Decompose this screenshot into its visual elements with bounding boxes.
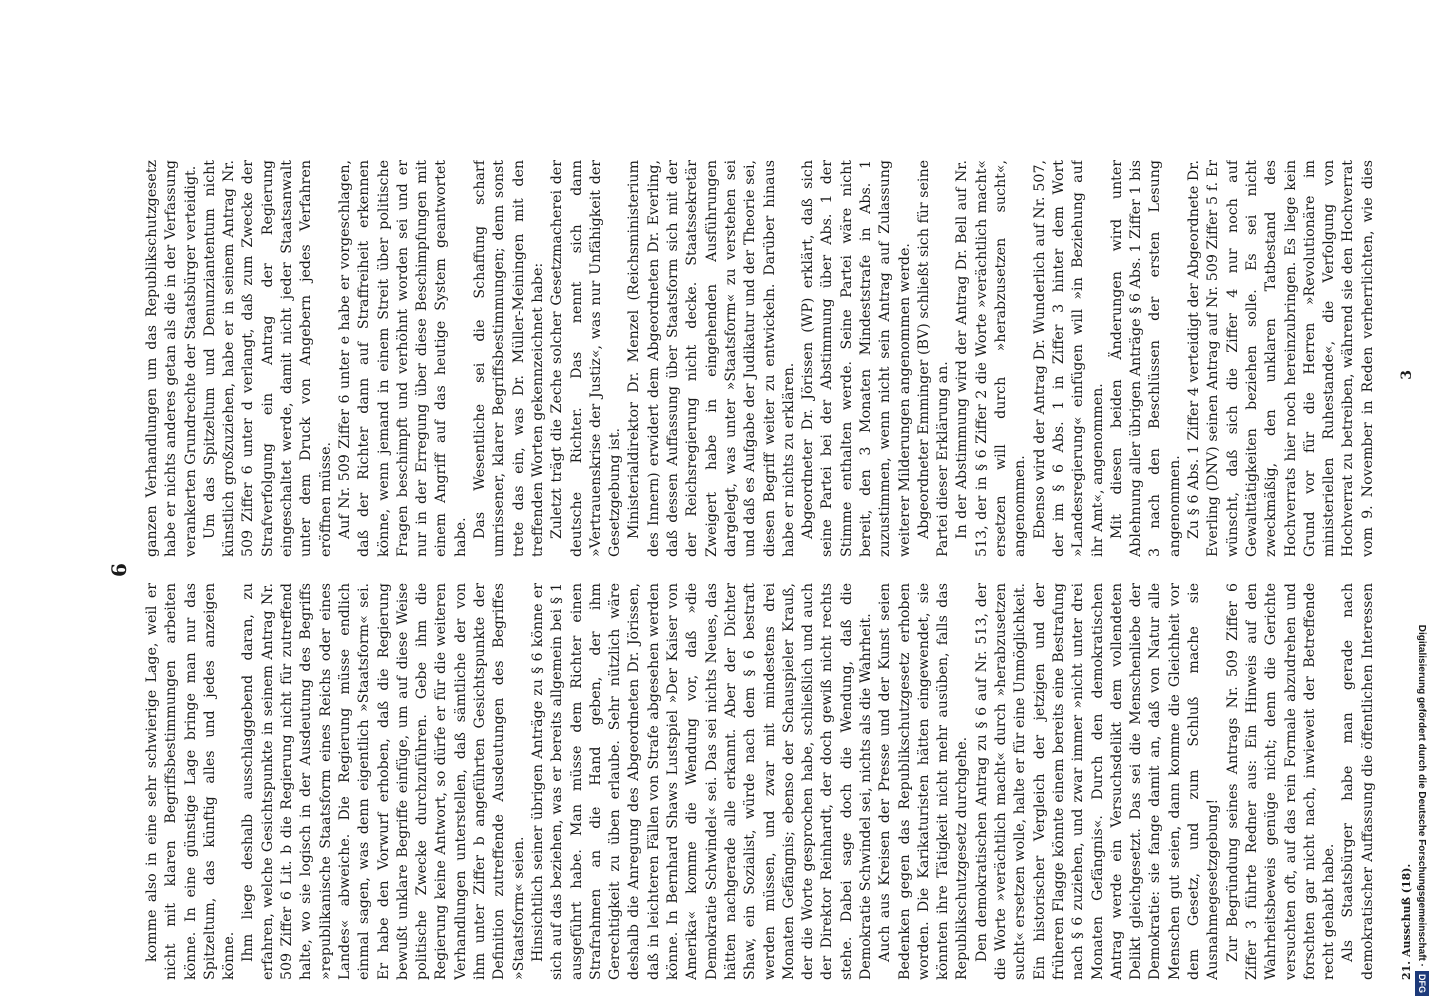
- paragraph: Den demokratischen Antrag zu § 6 auf Nr. 513, der die Worte »verächtlich macht« durch »herabzusetzen sucht« ersetzen wolle, halte er für eine Unmöglichkeit. Ein historischer Vergleich der jetzigen und der früheren Flagge könnte einem bereits eine Bestrafung nach § 6 zuziehen, und zwar immer »nicht unter drei Monaten Gefängnis«. Durch den demokratischen Antrag werde ein Versuchsdelikt dem vollendeten Delikt gleichgesetzt. Das sei die Menschenliebe der Demokratie: sie fange damit an, daß von Natur alle Menschen gut seien, dann komme die Gleichheit vor dem Gesetz, und zum Schluß mache sie Ausnahmegesetzgebung!: [973, 583, 1222, 980]
- paragraph: Ministerialdirektor Dr. Menzel (Reichsministerium des Innern) erwidert dem Abgeordneten Dr. Everling, daß dessen Auffassung über Staatsform sich mit der der Reichsregierung nicht decke. Staatssekretär Zweigert habe in eingehenden Ausführungen dargelegt, was unter »Staatsform« zu verstehen sei und daß es Aufgabe der Judikatur und der Theorie sei, diesen Begriff weiter zu entwickeln. Darüber hinaus habe er nichts zu erklären.: [626, 160, 797, 557]
- paragraph: Um das Spitzeltum und Denunziantentum nicht künstlich großzuziehen, habe er in seinem Antrag Nr. 509 Ziffer 6 unter d verlangt, daß zum Zwecke der Strafverfolgung ein Antrag der Regierung eingeschaltet werde, damit nicht jeder Staatsanwalt unter dem Druck von Angebern jedes Verfahren eröffnen müsse.: [201, 160, 334, 557]
- text-columns: [143, 160, 1377, 980]
- paragraph: In der Abstimmung wird der Antrag Dr. Bell auf Nr. 513, der in § 6 Ziffer 2 die Worte »verächtlich macht« ersetzen will durch »herabzusetzen sucht«, angenommen.: [954, 160, 1029, 557]
- document-page: [97, 140, 1434, 1000]
- paragraph: Auch aus Kreisen der Presse und der Kunst seien Bedenken gegen das Republikschutzgesetz erhoben worden. Die Karikaturisten hätten eingewendet, sie könnten ihre Tätigkeit nicht mehr ausüben, falls das Republikschutzgesetz durchgehe.: [877, 583, 971, 980]
- dfg-logo: DFG: [1415, 971, 1429, 996]
- paragraph: Ihm liege deshalb ausschlaggebend daran, zu erfahren, welche Gesichtspunkte in seinem Antrag Nr. 509 Ziffer 6 Lit. b die Regierung nicht für zutreffend halte, wo sie logisch in der Ausdeutung des Begriffs »republikanische Staatsform eines Reichs oder eines Landes« abweiche. Die Regierung müsse endlich einmal sagen, was denn eigentlich »Staatsform« sei. Er habe den Vorwurf erhoben, daß die Regierung bewußt unklare Begriffe einfüge, um auf diese Weise politische Zwecke durchzuführen. Gebe ihm die Regierung keine Antwort, so dürfe er für die weiteren Verhandlungen unterstellen, daß sämtliche der von ihm unter Ziffer b angeführten Gesichtspunkte der Definition zutreffende Ausdeutungen des Begriffes »Staatsform« seien.: [240, 583, 527, 980]
- paragraph: Ebenso wird der Antrag Dr. Wunderlich auf Nr. 507, der im § 6 Abs. 1 in Ziffer 3 hinter dem Wort »Landesregierung« einfügen will »in Beziehung auf ihr Amt«, angenommen.: [1031, 160, 1106, 557]
- quote-paragraph: Zuletzt trägt die Zeche solcher Gesetzmacherei der deutsche Richter. Das nennt sich dann »Vertrauenskrise der Justiz«, was nur Unfähigkeit der Gesetzgebung ist.: [549, 160, 624, 557]
- paragraph: Mit diesen beiden Änderungen wird unter Ablehnung aller übrigen Anträge § 6 Abs. 1 Ziffer 1 bis 3 nach den Beschlüssen der ersten Lesung angenommen.: [1108, 160, 1183, 557]
- paragraph: Das Wesentliche sei die Schaffung scharf umrissener, klarer Begriffsbestimmungen; denn sonst trete das ein, was Dr. Müller-Meiningen mit den treffenden Worten gekennzeichnet habe:: [472, 160, 546, 557]
- page-number: 6: [107, 563, 131, 577]
- paragraph: Hinsichtlich seiner übrigen Anträge zu § 6 könne er sich auf das beziehen, was er bereits allgemein bei § 1 ausgeführt habe. Man müsse dem Richter einen Strafrahmen an die Hand geben, der ihm Gerechtigkeit zu üben erlaube. Sehr nützlich wäre deshalb die Anregung des Abgeordneten Dr. Jörissen, daß in leichteren Fällen von Strafe abgesehen werden könne. In Bernhard Shaws Lustspiel »Der Kaiser von Amerika« komme die Wendung vor, daß »die Demokratie Schwindel« sei. Das sei nichts Neues, das hätten nachgerade alle erkannt. Aber der Dichter Shaw, ein Sozialist, würde nach dem § 6 bestraft werden müssen, und zwar mit mindestens drei Monaten Gefängnis; ebenso der Schauspieler Krauß, der die Worte gesprochen habe, schließlich und auch der Direktor Reinhardt, der doch gewiß nicht rechts stehe. Dabei sage doch die Wendung, daß die Demokratie Schwindel sei, nichts als die Wahrheit.: [529, 583, 874, 980]
- column-left: [143, 583, 1377, 980]
- paragraph: ganzen Verhandlungen um das Republikschutzgesetz habe er nichts anderes getan als die in der Verfassung verankerten Grundrechte der Staatsbürger verteidigt.: [144, 160, 199, 557]
- paragraph: komme also in eine sehr schwierige Lage, weil er nicht mit klaren Begriffsbestimmungen arbeiten könne. In eine günstige Lage bringe man nur das Spitzeltum, das künftig alles und jedes anzeigen könne.: [144, 583, 238, 980]
- signature-mark: 3: [1399, 370, 1415, 380]
- paragraph: Abgeordneter Dr. Jörissen (WP) erklärt, daß sich seine Partei bei der Abstimmung über Abs. 1 der Stimme enthalten werde. Seine Partei wäre nicht bereit, den 3 Monaten Mindeststrafe in Abs. 1 zuzustimmen, wenn nicht sein Antrag auf Zulassung weiterer Milderungen angenommen werde.: [800, 160, 913, 557]
- paragraph: Auf Nr. 509 Ziffer 6 unter e habe er vorgeschlagen, daß der Richter dann auf Straffreiheit erkennen könne, wenn jemand in einem Streit über politische Fragen beschimpft und verhöhnt worden sei und er nur in der Erregung über diese Beschimpfungen mit einem Angriff auf das heutige System geantwortet habe.: [336, 160, 469, 557]
- footnote: 21. Ausschuß (18).: [1400, 863, 1413, 980]
- paragraph: Zur Begründung seines Antrags Nr. 509 Ziffer 6 Ziffer 3 führte Redner aus: Ein Hinweis auf den Wahrheitsbeweis genüge nicht; denn die Gerichte versuchten oft, auf das rein Formale abzudrehen und forschten gar nicht nach, inwieweit der Betreffende recht gehabt habe.: [1224, 583, 1338, 980]
- paragraph: Als Staatsbürger habe man gerade nach demokratischer Auffassung die öffentlichen Interessen: [1340, 583, 1376, 980]
- paragraph: Zu § 6 Abs. 1 Ziffer 4 verteidigt der Abgeordnete Dr. Everling (DNV) seinen Antrag auf Nr. 509 Ziffer 5 f. Er wünscht, daß sich die Ziffer 4 nur noch auf Gewalttätigkeiten beziehen solle. Es sei nicht zweckmäßig, den unklaren Tatbestand des Hochverrats hier noch hereinzubringen. Es liege kein Grund vor für die Herren »Revolutionäre im ministeriellen Ruhestande«, die Verfolgung von Hochverrat zu betreiben, während sie den Hochverrat vom 9. November in Reden verherrlichten, wie dies: [1186, 160, 1376, 557]
- column-right: [143, 160, 1377, 557]
- paragraph: Abgeordneter Emminger (BV) schließt sich für seine Partei dieser Erklärung an.: [915, 160, 952, 557]
- funding-credit: [1414, 6, 1430, 996]
- credit-text: Digitalisierung gefördert durch die Deutsche Forschungsgemeinschaft ·: [1416, 624, 1428, 967]
